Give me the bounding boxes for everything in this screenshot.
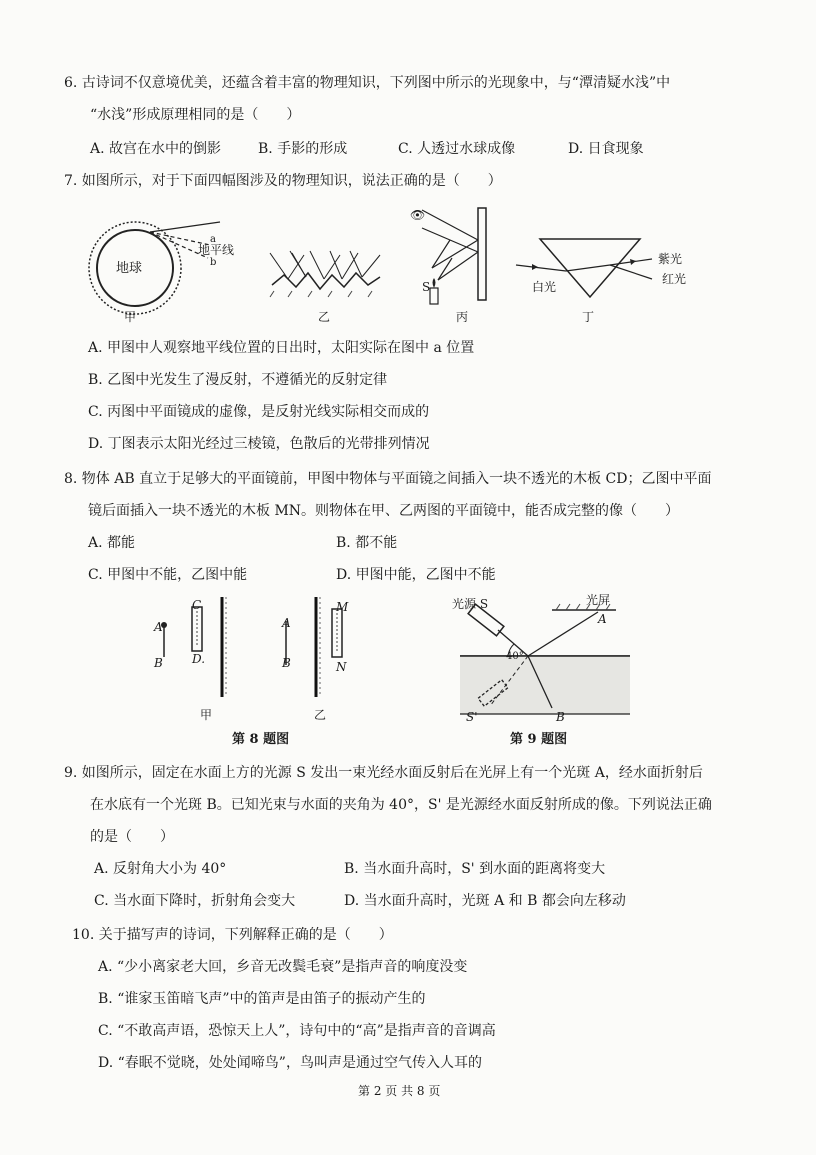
q7-purple-light-label: 紫光 — [658, 252, 683, 266]
q7-figure-ding — [512, 235, 662, 305]
q8-label-a-jia: A — [154, 620, 163, 634]
q10-option-c: C. “不敢高声语，恐惊天上人”，诗句中的“高”是指声音的音调高 — [98, 1023, 496, 1039]
q8-label-b-yi: B — [282, 656, 291, 670]
q9-label-b: B — [556, 710, 565, 724]
q10-option-a: A. “少小离家老大回，乡音无改鬓毛衰”是指声音的响度没变 — [98, 959, 468, 975]
q9-stem-line2: 在水底有一个光斑 B。已知光束与水面的夹角为 40°，S' 是光源经水面反射所成的像。下列说法正确 — [90, 797, 712, 813]
q7-caption-ding: 丁 — [582, 310, 595, 324]
q9-stem-line3: 的是（ ） — [90, 829, 174, 845]
q10-option-b: B. “谁家玉笛暗飞声”中的笛声是由笛子的振动产生的 — [98, 991, 426, 1007]
q7-figure-yi — [262, 245, 392, 305]
q8-option-d: D. 甲图中能，乙图中不能 — [336, 567, 496, 583]
q7-option-a: A. 甲图中人观察地平线位置的日出时，太阳实际在图中 a 位置 — [88, 340, 475, 356]
q7-option-c: C. 丙图中平面镜成的虚像，是反射光线实际相交而成的 — [88, 404, 430, 420]
q7-label-b: b — [210, 257, 217, 268]
q6-option-d: D. 日食现象 — [568, 141, 644, 157]
q10-option-d: D. “春眠不觉晓，处处闻啼鸟”，鸟叫声是通过空气传入人耳的 — [98, 1055, 482, 1071]
q8-option-b: B. 都不能 — [336, 535, 398, 551]
q6-stem-line2: “水浅”形成原理相同的是（ ） — [90, 107, 301, 123]
q9-option-d: D. 当水面升高时，光斑 A 和 B 都会向左移动 — [344, 893, 626, 909]
q7-caption-yi: 乙 — [318, 310, 331, 324]
q8-label-c: C — [192, 598, 202, 612]
q8-option-a: A. 都能 — [88, 535, 136, 551]
q8-label-m: M — [336, 600, 349, 614]
q7-horizon-label: 地平线 — [198, 243, 235, 257]
q9-figure-caption: 第 9 题图 — [510, 732, 568, 747]
q8-stem-line2: 镜后面插入一块不透光的木板 MN。则物体在甲、乙两图的平面镜中，能否成完整的像（ ） — [88, 503, 680, 519]
q6-option-b: B. 手影的形成 — [258, 141, 348, 157]
q9-stem-line1: 9. 如图所示，固定在水面上方的光源 S 发出一束光经水面反射后在光屏上有一个光斑 A，经水面折射后 — [64, 765, 703, 781]
q7-stem: 7. 如图所示，对于下面四幅图涉及的物理知识，说法正确的是（ ） — [64, 173, 502, 189]
q9-screen-label: 光屏 — [586, 593, 611, 607]
q7-white-light-label: 白光 — [532, 280, 557, 294]
q7-option-d: D. 丁图表示太阳光经过三棱镜，色散后的光带排列情况 — [88, 436, 430, 452]
q7-eye-label: 👁 — [410, 208, 426, 222]
q6-option-a: A. 故宫在水中的倒影 — [90, 141, 222, 157]
q6-option-c: C. 人透过水球成像 — [398, 141, 516, 157]
q7-caption-jia: 甲 — [124, 310, 137, 324]
q8-stem-line1: 8. 物体 AB 直立于足够大的平面镜前，甲图中物体与平面镜之间插入一块不透光的木板 CD；乙图中平面 — [64, 471, 712, 487]
q7-earth-label: 地球 — [116, 261, 143, 276]
q7-label-a: a — [210, 234, 216, 245]
q9-option-c: C. 当水面下降时，折射角会变大 — [94, 893, 296, 909]
q8-option-c: C. 甲图中不能，乙图中能 — [88, 567, 248, 583]
q8-figure-caption: 第 8 题图 — [232, 732, 290, 747]
q7-caption-bing: 丙 — [456, 310, 469, 324]
q9-option-a: A. 反射角大小为 40° — [94, 861, 227, 877]
q9-label-a: A — [598, 612, 607, 626]
q9-label-s-image: S' — [466, 710, 478, 724]
q8-label-d: D. — [192, 652, 206, 666]
q9-option-b: B. 当水面升高时，S' 到水面的距离将变大 — [344, 861, 606, 877]
q8-caption-yi: 乙 — [314, 708, 327, 722]
q7-figure-jia — [80, 210, 280, 320]
q8-label-b-jia: B — [154, 656, 163, 670]
q9-source-label: 光源 S — [452, 597, 489, 611]
q9-angle-label: 40° — [506, 651, 524, 662]
q8-caption-jia: 甲 — [200, 708, 213, 722]
q7-option-b: B. 乙图中光发生了漫反射，不遵循光的反射定律 — [88, 372, 388, 388]
q10-stem: 10. 关于描写声的诗词，下列解释正确的是（ ） — [72, 927, 393, 943]
q7-label-s: S — [422, 280, 431, 294]
q8-label-n: N — [336, 660, 347, 674]
page-footer: 第 2 页 共 8 页 — [358, 1084, 441, 1098]
q7-red-light-label: 红光 — [662, 272, 687, 286]
q8-label-a-yi: A — [282, 616, 291, 630]
q6-stem-line1: 6. 古诗词不仅意境优美，还蕴含着丰富的物理知识，下列图中所示的光现象中，与“潭清疑水浅”中 — [64, 75, 671, 91]
